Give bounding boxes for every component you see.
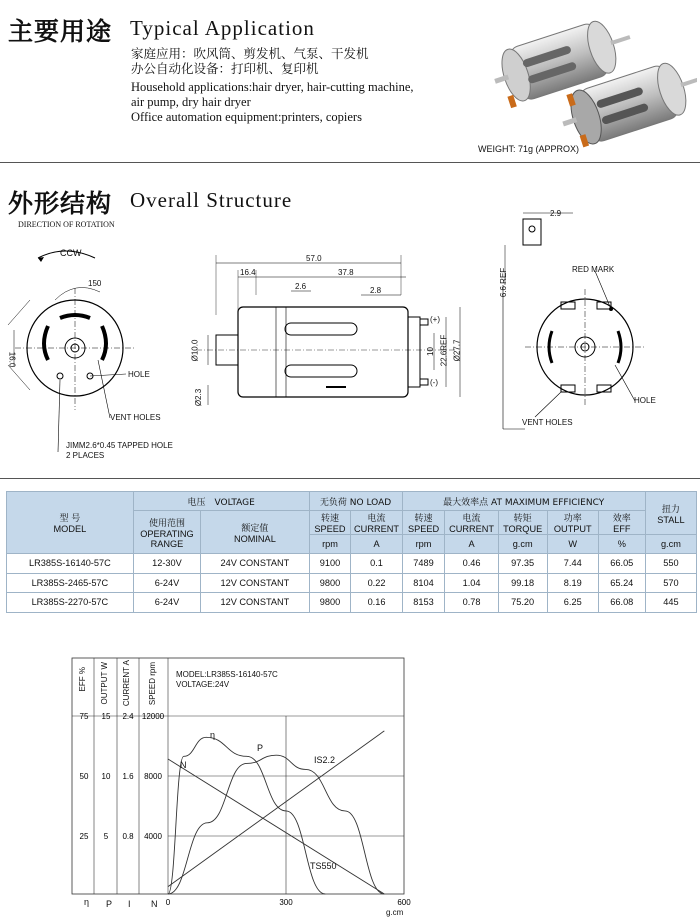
dim-164: 16.4	[240, 268, 256, 277]
curve-label-ts: TS550	[310, 861, 337, 871]
performance-chart	[0, 650, 420, 919]
unit-cell: rpm	[309, 535, 351, 554]
application-line-cn-1: 家庭应用：吹风筒、剪发机、气泵、干发机	[131, 46, 369, 61]
bottom-symbol-eta: η	[84, 897, 90, 907]
y-tick-label: 50	[79, 772, 89, 781]
series-line-eff	[168, 737, 325, 894]
table-cell: 99.18	[498, 573, 547, 593]
y-tick-label: 75	[79, 712, 89, 721]
dim-100: Ø10.0	[190, 339, 200, 362]
nominal-header: 额定值 NOMINAL	[201, 511, 309, 554]
section2-title-en: Overall Structure	[130, 188, 293, 212]
front-view-drawing	[0, 230, 200, 470]
bottom-symbol-p: P	[106, 899, 113, 909]
table-row	[7, 554, 697, 574]
direction-label: DIRECTION OF ROTATION	[18, 220, 115, 229]
curve-label-is: IS2.2	[314, 755, 336, 765]
model-header: 型 号 MODEL	[7, 492, 134, 554]
table-row	[7, 573, 697, 593]
x-unit-label: g.cm	[386, 908, 404, 917]
series-line-i	[168, 731, 384, 887]
chart-model-line: MODEL:LR385S-16140-57C	[176, 670, 278, 679]
table-cell: 0.78	[445, 593, 498, 613]
dim-10: 10	[425, 347, 435, 356]
table-cell: 75.20	[498, 593, 547, 613]
noload-header: 无负荷 NO LOAD	[309, 492, 402, 511]
voltage-header: 电压 VOLTAGE	[133, 492, 309, 511]
y-tick-label: 2.4	[122, 712, 134, 721]
side-view-drawing	[196, 255, 476, 420]
bottom-symbol-i: I	[128, 899, 131, 909]
y-tick-label: 4000	[144, 832, 162, 841]
application-line-en-2: air pump, dry hair dryer	[131, 95, 251, 109]
motor-photo	[472, 6, 697, 158]
unit-cell: g.cm	[498, 535, 547, 554]
vent-holes-label-left: VENT HOLES	[110, 413, 161, 422]
x-tick-label: 600	[397, 898, 411, 907]
curve-label-p: P	[257, 743, 264, 753]
dim-57: 57.0	[306, 254, 322, 263]
eff-speed-header: 转速 SPEED	[402, 511, 445, 535]
axis-label-speed: SPEED rpm	[148, 662, 157, 706]
y-tick-label: 1.6	[122, 772, 134, 781]
table-cell: 0.22	[351, 573, 402, 593]
table-cell: 0.16	[351, 593, 402, 613]
section2-title-cn: 外形结构	[8, 189, 113, 218]
tapped-hole-label: JIMM2.6*0.45 TAPPED HOLE	[66, 441, 173, 450]
y-tick-label: 0.8	[122, 832, 134, 841]
table-cell: 0.1	[351, 554, 402, 574]
y-tick-label: 5	[103, 832, 109, 841]
table-cell: LR385S-16140-57C	[7, 554, 134, 574]
dim-26: 2.6	[295, 282, 307, 291]
application-line-en-3: Office automation equipment:printers, copiers	[131, 110, 362, 124]
stall-header: 扭力 STALL	[645, 492, 696, 535]
table-cell: 8104	[402, 573, 445, 593]
x-tick-label: 0	[165, 898, 171, 907]
table-cell: 9800	[309, 593, 351, 613]
table-cell: 1.04	[445, 573, 498, 593]
ccw-label: CCW	[60, 248, 82, 258]
dim-29: 2.9	[550, 209, 562, 218]
section-divider-1	[0, 162, 700, 163]
spec-table	[6, 491, 697, 613]
dim-226: 22.6REF	[439, 334, 449, 367]
table-cell: 570	[645, 573, 696, 593]
table-cell: 12-30V	[133, 554, 200, 574]
table-cell: 6.25	[547, 593, 598, 613]
x-tick-label: 300	[279, 898, 293, 907]
vent-holes-label-right: VENT HOLES	[522, 418, 573, 427]
curve-label-eta: η	[210, 730, 216, 740]
op-range-header: 使用范围 OPERATING RANGE	[133, 511, 200, 554]
table-cell: 6-24V	[133, 593, 200, 613]
chart-voltage-line: VOLTAGE:24V	[176, 680, 230, 689]
table-cell: 24V CONSTANT	[201, 554, 309, 574]
torque-header: 转矩 TORQUE	[498, 511, 547, 535]
section-divider-2	[0, 478, 700, 479]
table-row	[7, 593, 697, 613]
dim-66: 6.6 REF	[499, 267, 509, 298]
unit-cell: rpm	[402, 535, 445, 554]
places-label: 2 PLACES	[66, 451, 105, 460]
application-line-cn-2: 办公自动化设备：打印机、复印机	[131, 61, 319, 76]
table-cell: 0.46	[445, 554, 498, 574]
y-tick-label: 8000	[144, 772, 162, 781]
noload-current-header: 电流 CURRENT	[351, 511, 402, 535]
eff-header: 效率 EFF	[598, 511, 645, 535]
table-cell: 12V CONSTANT	[201, 573, 309, 593]
section1-title-cn: 主要用途	[8, 17, 113, 46]
unit-cell: %	[598, 535, 645, 554]
table-cell: 6-24V	[133, 573, 200, 593]
dim-23: Ø2.3	[194, 388, 204, 407]
y-tick-label: 15	[101, 712, 111, 721]
dim-150: 150	[88, 279, 102, 288]
table-cell: 66.08	[598, 593, 645, 613]
table-cell: 9100	[309, 554, 351, 574]
axis-label-eff: EFF %	[78, 667, 87, 692]
table-cell: 550	[645, 554, 696, 574]
axis-label-current: CURRENT A	[122, 660, 131, 707]
application-line-en-1: Household applications:hair dryer, hair-cutting machine,	[131, 80, 414, 94]
dim-277: Ø27.7	[452, 339, 462, 362]
section1-title-en: Typical Application	[130, 16, 315, 40]
table-cell: 8.19	[547, 573, 598, 593]
minus-terminal: (-)	[430, 378, 438, 387]
noload-speed-header: 转速 SPEED	[309, 511, 351, 535]
table-cell: 8153	[402, 593, 445, 613]
maxeff-header: 最大效率点 AT MAXIMUM EFFICIENCY	[402, 492, 645, 511]
plus-terminal: (+)	[430, 315, 440, 324]
rear-view-drawing	[495, 205, 695, 435]
weight-label: WEIGHT: 71g (APPROX)	[478, 144, 580, 154]
output-header: 功率 OUTPUT	[547, 511, 598, 535]
table-header-row-1	[7, 492, 697, 511]
unit-cell: W	[547, 535, 598, 554]
table-cell: LR385S-2465-57C	[7, 573, 134, 593]
table-cell: 7.44	[547, 554, 598, 574]
table-cell: 7489	[402, 554, 445, 574]
dim-378: 37.8	[338, 268, 354, 277]
bottom-symbol-n: N	[151, 899, 158, 909]
unit-cell: g.cm	[645, 535, 696, 554]
table-cell: 12V CONSTANT	[201, 593, 309, 613]
axis-label-output: OUTPUT W	[100, 662, 109, 705]
curve-label-n: N	[180, 760, 187, 770]
table-cell: 9800	[309, 573, 351, 593]
unit-cell: A	[445, 535, 498, 554]
y-tick-label: 12000	[141, 712, 165, 721]
dim-28: 2.8	[370, 286, 382, 295]
table-cell: 66.05	[598, 554, 645, 574]
unit-cell: A	[351, 535, 402, 554]
table-cell: 445	[645, 593, 696, 613]
table-cell: 65.24	[598, 573, 645, 593]
hole-label-left: HOLE	[128, 370, 150, 379]
y-tick-label: 25	[79, 832, 89, 841]
red-mark-label: RED MARK	[572, 265, 615, 274]
eff-current-header: 电流 CURRENT	[445, 511, 498, 535]
y-tick-label: 10	[101, 772, 111, 781]
table-cell: 97.35	[498, 554, 547, 574]
dim-16: 16.0	[7, 351, 17, 368]
hole-label-right: HOLE	[634, 396, 656, 405]
table-cell: LR385S-2270-57C	[7, 593, 134, 613]
